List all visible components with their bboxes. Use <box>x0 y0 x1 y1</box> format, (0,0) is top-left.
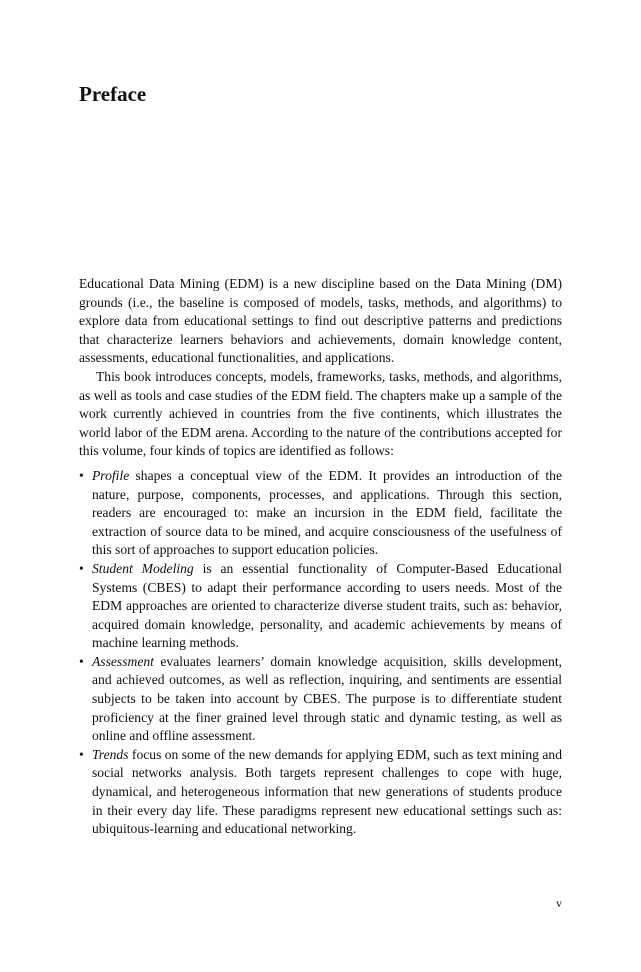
topic-term: Assessment <box>92 653 154 669</box>
topic-item-student-modeling <box>79 560 562 653</box>
topic-term: Trends <box>92 746 129 762</box>
bullet-icon: • <box>79 746 84 762</box>
intro-paragraph: Educational Data Mining (EDM) is a new discipline based on the Data Mining (DM) grounds (i.e., the baseline is composed of models, tasks, methods, and algorithms) to explore data from educational settings to find out descriptive patterns and predictions that characterize learners behaviors and achievements, domain knowledge content, assessments, educational functionalities, and applications. <box>79 276 562 366</box>
topic-description: focus on some of the new demands for applying EDM, such as text mining and social networks analysis. Both targets represent challenges to cope with huge, dynamical, and heterogeneous information that new generations of students produce in their every day life. These paradigms represent new educational settings such as: ubiquitous-learning and educational networking. <box>92 746 562 837</box>
topic-item-assessment <box>79 653 562 746</box>
bullet-icon: • <box>79 653 84 669</box>
book-overview-paragraph: This book introduces concepts, models, frameworks, tasks, methods, and algorithms, as well as tools and case studies of the EDM field. The chapters make up a sample of the work currently achieved in countries from the five continents, which illustrates the world labor of the EDM arena. According to the nature of the contributions accepted for this volume, four kinds of topics are identified as follows: <box>79 368 562 459</box>
page-number: v <box>556 896 562 910</box>
topic-description: shapes a conceptual view of the EDM. It provides an introduction of the nature, purpose, components, processes, and applications. Through this section, readers are encouraged to: make an incursion in the EDM field, facilitate the extraction of source data to be mined, and acquire consciousness of the usefulness of this sort of approaches to support education policies. <box>92 467 562 558</box>
topic-item-profile <box>79 467 562 560</box>
bullet-icon: • <box>79 560 84 576</box>
topic-item-trends <box>79 746 562 839</box>
bullet-icon: • <box>79 467 84 483</box>
topic-term: Profile <box>92 467 130 483</box>
page-title: Preface <box>79 82 147 106</box>
topic-description: is an essential functionality of Computer-Based Educational Systems (CBES) to adapt their performance according to users needs. Most of the EDM approaches are oriented to characterize diverse student traits, such as: behavior, acquired domain knowledge, personality, and academic achievements by means of machine learning methods. <box>92 560 562 651</box>
topic-description: evaluates learners’ domain knowledge acquisition, skills development, and achieved outcomes, as well as reflection, inquiring, and sentiments are essential subjects to be taken into account by CBES. The purpose is to differentiate student proficiency at the finer grained level through static and dynamic testing, as well as online and offline assessment. <box>92 653 562 744</box>
topic-list <box>79 467 562 839</box>
preface-body <box>79 275 562 839</box>
topic-term: Student Modeling <box>92 560 194 576</box>
